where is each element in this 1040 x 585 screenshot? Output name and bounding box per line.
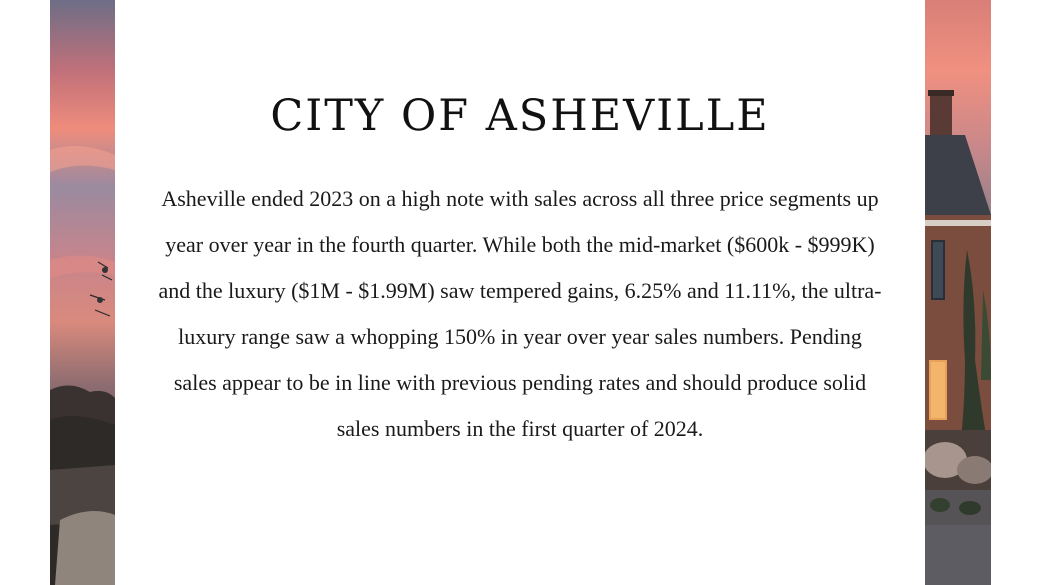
sunset-landscape-photo bbox=[50, 0, 115, 585]
sunset-landscape-image bbox=[50, 0, 115, 585]
house-image bbox=[925, 0, 991, 585]
house-at-dusk-photo bbox=[925, 0, 991, 585]
page-title: CITY OF ASHEVILLE bbox=[270, 91, 770, 141]
market-summary-paragraph: Asheville ended 2023 on a high note with sales across all three price segments up year over year in the fourth quarter. While both the mid-market ($600k - $999K) and the luxury ($1M - $1.99M) saw tempered gains, 6.25% and 11.11%, the ultra-luxury range saw a whopping 150% in year over year sales numbers. Pending sales appear to be in line with previous pending rates and should produce solid sales numbers in the first quarter of 2024. bbox=[158, 186, 882, 441]
content-panel bbox=[140, 0, 900, 585]
